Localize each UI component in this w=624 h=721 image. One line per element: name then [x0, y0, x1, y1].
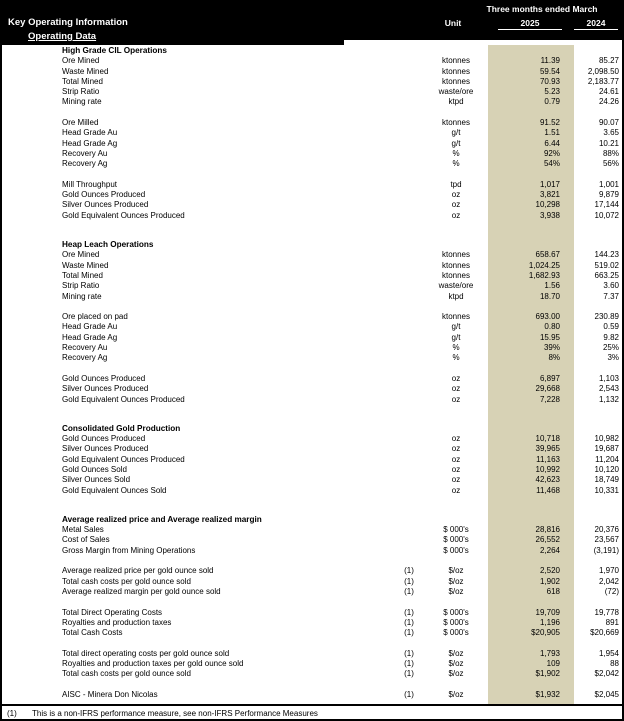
- table-row: [2, 669, 624, 679]
- table-row: [2, 97, 624, 107]
- row-unit: $ 000's: [443, 525, 469, 535]
- row-value-2024: 2,042: [598, 576, 619, 586]
- row-label: Ore Mined: [62, 56, 100, 66]
- row-value-2025: 59.54: [539, 66, 560, 76]
- row-label: Silver Ounces Produced: [62, 384, 149, 394]
- row-value-2024: 2,098.50: [587, 66, 619, 76]
- row-footnote-ref: (1): [404, 576, 414, 586]
- row-label: Metal Sales: [62, 525, 104, 535]
- row-label: Recovery Au: [62, 148, 108, 158]
- row-unit: $/oz: [448, 689, 464, 699]
- table-row: [2, 67, 624, 77]
- table-row: [2, 87, 624, 97]
- row-label: Ore Milled: [62, 118, 99, 128]
- row-value-2024: (72): [604, 586, 619, 596]
- row-unit: g/t: [451, 138, 461, 148]
- row-label: Silver Ounces Produced: [62, 444, 149, 454]
- table-row: [2, 444, 624, 454]
- row-value-2025: 19,709: [535, 607, 560, 617]
- row-unit: oz: [451, 475, 461, 485]
- row-value-2025: 693.00: [535, 312, 560, 322]
- row-footnote-ref: (1): [404, 586, 414, 596]
- row-value-2025: 8%: [548, 353, 560, 363]
- row-label: Total Cash Costs: [62, 628, 123, 638]
- row-label: Gold Equivalent Ounces Sold: [62, 485, 167, 495]
- table-row: [2, 618, 624, 628]
- table-row: [2, 384, 624, 394]
- table-row: [2, 271, 624, 281]
- row-label: Gold Equivalent Ounces Produced: [62, 210, 185, 220]
- row-unit: oz: [451, 454, 461, 464]
- section-2: [2, 424, 624, 496]
- row-unit: g/t: [451, 332, 461, 342]
- row-label: Ore placed on pad: [62, 312, 128, 322]
- row-value-2025: 6,897: [539, 373, 560, 383]
- row-value-2025: 26,552: [535, 535, 560, 545]
- row-value-2024: $2,042: [594, 669, 619, 679]
- row-label: Total Direct Operating Costs: [62, 607, 163, 617]
- row-label: Strip Ratio: [62, 281, 100, 291]
- row-value-2024: 11,204: [595, 454, 619, 464]
- row-unit: ktonnes: [441, 270, 471, 280]
- row-label: Gold Ounces Produced: [62, 190, 146, 200]
- section-0: [2, 46, 624, 221]
- row-unit: ktpd: [448, 291, 464, 301]
- row-label: Waste Mined: [62, 66, 109, 76]
- row-label: Waste Mined: [62, 260, 109, 270]
- row-value-2024: 23,567: [594, 535, 619, 545]
- row-value-2025: 11,468: [536, 485, 560, 495]
- row-value-2025: 1,682.93: [528, 270, 560, 280]
- page-title: Key Operating Information: [8, 17, 128, 28]
- row-value-2025: 3,938: [539, 210, 560, 220]
- table-row: [2, 434, 624, 444]
- row-label: Average realized margin per gold ounce sold: [62, 586, 221, 596]
- table-row: [2, 149, 624, 159]
- row-label: Royalties and production taxes per gold ounce sold: [62, 659, 244, 669]
- row-value-2025: $1,902: [535, 669, 560, 679]
- row-label: AISC - Minera Don Nicolas: [62, 689, 158, 699]
- row-unit: oz: [451, 394, 461, 404]
- unit-column-header: Unit: [444, 18, 462, 28]
- row-unit: ktonnes: [441, 66, 471, 76]
- row-unit: $ 000's: [443, 545, 469, 555]
- row-unit: ktpd: [448, 97, 464, 107]
- row-value-2025: 11,163: [536, 454, 560, 464]
- row-unit: $/oz: [448, 669, 464, 679]
- table-row: [2, 281, 624, 291]
- row-label: Gold Ounces Produced: [62, 434, 146, 444]
- row-label: Strip Ratio: [62, 87, 100, 97]
- row-label: Total Mined: [62, 270, 103, 280]
- row-unit: ktonnes: [441, 312, 471, 322]
- row-value-2024: 88: [610, 659, 619, 669]
- row-label: Recovery Ag: [62, 353, 108, 363]
- row-value-2024: $20,669: [590, 628, 619, 638]
- row-footnote-ref: (1): [404, 566, 414, 576]
- row-unit: oz: [451, 464, 461, 474]
- section-heading-row: [2, 46, 624, 56]
- table-row: [2, 395, 624, 405]
- table-row: [2, 56, 624, 66]
- row-value-2024: 891: [605, 617, 619, 627]
- section-heading-row: [2, 240, 624, 250]
- row-value-2024: 1,132: [598, 394, 619, 404]
- row-label: Cost of Sales: [62, 535, 110, 545]
- row-value-2025: 3,821: [539, 190, 560, 200]
- row-label: Gross Margin from Mining Operations: [62, 545, 196, 555]
- row-value-2025: 109: [546, 659, 560, 669]
- section-heading: High Grade CIL Operations: [62, 46, 167, 55]
- row-value-2024: 1,103: [598, 373, 619, 383]
- table-row: [2, 649, 624, 659]
- row-value-2025: 0.79: [544, 97, 560, 107]
- row-label: Gold Ounces Produced: [62, 373, 146, 383]
- row-value-2024: 144.23: [594, 250, 619, 260]
- row-value-2024: 10,072: [594, 210, 619, 220]
- table-row: [2, 322, 624, 332]
- row-unit: %: [452, 159, 460, 169]
- table-row: [2, 465, 624, 475]
- row-value-2024: 25%: [602, 343, 619, 353]
- table-row: [2, 312, 624, 322]
- row-value-2025: $20,905: [531, 628, 560, 638]
- table-row: [2, 159, 624, 169]
- row-value-2024: 88%: [602, 148, 619, 158]
- row-footnote-ref: (1): [404, 648, 414, 658]
- row-label: Mining rate: [62, 291, 102, 301]
- row-label: Gold Equivalent Ounces Produced: [62, 454, 185, 464]
- row-value-2024: 90.07: [598, 118, 619, 128]
- period-label: Three months ended March: [486, 4, 598, 14]
- row-value-2024: 17,144: [594, 200, 619, 210]
- spacer-row: [2, 556, 624, 566]
- row-value-2025: 1.51: [544, 128, 560, 138]
- row-label: Ore Mined: [62, 250, 100, 260]
- spacer-row: [2, 170, 624, 180]
- row-label: Mining rate: [62, 97, 102, 107]
- row-unit: ktonnes: [441, 56, 471, 66]
- row-value-2025: 10,298: [535, 200, 560, 210]
- row-value-2025: 7,228: [539, 394, 560, 404]
- row-label: Head Grade Ag: [62, 138, 118, 148]
- row-unit: $ 000's: [443, 607, 469, 617]
- row-value-2025: 29,668: [535, 384, 560, 394]
- row-label: Recovery Ag: [62, 159, 108, 169]
- table-row: [2, 343, 624, 353]
- row-value-2024: 9,879: [598, 190, 619, 200]
- table-row: [2, 118, 624, 128]
- table-row: [2, 250, 624, 260]
- spacer-row: [2, 680, 624, 690]
- row-unit: waste/ore: [438, 87, 474, 97]
- section-heading-row: [2, 424, 624, 434]
- table-row: [2, 261, 624, 271]
- row-value-2024: 1,001: [598, 179, 619, 189]
- row-unit: $/oz: [448, 586, 464, 596]
- table-row: [2, 190, 624, 200]
- row-label: Gold Ounces Sold: [62, 464, 127, 474]
- row-value-2025: 92%: [543, 148, 560, 158]
- row-unit: tpd: [450, 179, 462, 189]
- section-3: [2, 515, 624, 700]
- row-label: Recovery Au: [62, 343, 108, 353]
- row-value-2024: 10,120: [594, 464, 619, 474]
- row-value-2024: 24.61: [598, 87, 619, 97]
- row-value-2025: 1,902: [539, 576, 560, 586]
- row-unit: %: [452, 343, 460, 353]
- row-unit: ktonnes: [441, 118, 471, 128]
- row-label: Head Grade Au: [62, 322, 118, 332]
- year-2024-column-header: 2024: [574, 18, 618, 30]
- row-value-2024: 85.27: [598, 56, 619, 66]
- section-1: [2, 240, 624, 405]
- row-value-2024: 519.02: [594, 260, 619, 270]
- row-value-2024: 0.59: [603, 322, 619, 332]
- section-heading-row: [2, 515, 624, 525]
- row-unit: g/t: [451, 322, 461, 332]
- table-row: [2, 77, 624, 87]
- row-value-2025: $1,932: [535, 689, 560, 699]
- row-unit: oz: [451, 434, 461, 444]
- row-unit: $/oz: [448, 659, 464, 669]
- row-value-2025: 0.80: [544, 322, 560, 332]
- row-unit: $/oz: [448, 648, 464, 658]
- row-value-2024: 18,749: [594, 475, 619, 485]
- row-value-2025: 10,718: [535, 434, 560, 444]
- table-row: [2, 659, 624, 669]
- table-row: [2, 475, 624, 485]
- row-value-2025: 2,264: [539, 545, 560, 555]
- table-row: [2, 628, 624, 638]
- row-value-2025: 1,196: [539, 617, 560, 627]
- footnote-text: This is a non-IFRS performance measure, see non-IFRS Performance Measures: [32, 709, 318, 718]
- section-heading: Average realized price and Average realized margin: [62, 514, 262, 524]
- row-unit: ktonnes: [441, 250, 471, 260]
- row-value-2025: 39,965: [535, 444, 560, 454]
- header-banner: [2, 2, 622, 45]
- row-label: Head Grade Au: [62, 128, 118, 138]
- row-unit: %: [452, 353, 460, 363]
- row-footnote-ref: (1): [404, 689, 414, 699]
- row-value-2025: 15.95: [539, 332, 560, 342]
- table-row: [2, 525, 624, 535]
- row-value-2025: 39%: [543, 343, 560, 353]
- row-value-2024: 3.65: [603, 128, 619, 138]
- section-heading: Consolidated Gold Production: [62, 423, 181, 433]
- row-value-2024: 3.60: [603, 281, 619, 291]
- section-heading: Heap Leach Operations: [62, 240, 154, 250]
- row-value-2024: 7.37: [603, 291, 619, 301]
- row-label: Mill Throughput: [62, 179, 117, 189]
- row-unit: waste/ore: [438, 281, 474, 291]
- row-value-2024: 24.26: [598, 97, 619, 107]
- row-value-2024: 2,543: [598, 384, 619, 394]
- table-row: [2, 535, 624, 545]
- operating-data-subtitle: Operating Data: [28, 31, 97, 42]
- table-row: [2, 374, 624, 384]
- row-value-2025: 18.70: [539, 291, 560, 301]
- row-unit: oz: [451, 210, 461, 220]
- row-footnote-ref: (1): [404, 669, 414, 679]
- row-unit: oz: [451, 485, 461, 495]
- footnote-bar: [2, 704, 622, 721]
- row-unit: %: [452, 148, 460, 158]
- row-value-2025: 2,520: [539, 566, 560, 576]
- row-label: Royalties and production taxes: [62, 617, 172, 627]
- row-unit: $/oz: [448, 566, 464, 576]
- row-unit: oz: [451, 444, 461, 454]
- row-value-2025: 11.39: [540, 56, 560, 66]
- row-value-2025: 1,024.25: [528, 260, 560, 270]
- row-label: Gold Equivalent Ounces Produced: [62, 394, 185, 404]
- table-body: [2, 45, 624, 700]
- row-value-2024: 230.89: [594, 312, 619, 322]
- row-value-2024: 1,970: [598, 566, 619, 576]
- row-unit: oz: [451, 373, 461, 383]
- row-unit: $ 000's: [443, 628, 469, 638]
- row-value-2025: 70.93: [539, 76, 560, 86]
- row-value-2024: 19,778: [594, 607, 619, 617]
- row-footnote-ref: (1): [404, 617, 414, 627]
- table-row: [2, 139, 624, 149]
- row-value-2024: 10.21: [598, 138, 619, 148]
- row-unit: ktonnes: [441, 76, 471, 86]
- table-row: [2, 690, 624, 700]
- row-value-2025: 1,793: [539, 648, 560, 658]
- row-value-2025: 5.23: [544, 87, 560, 97]
- row-value-2025: 42,623: [535, 475, 560, 485]
- row-value-2025: 1,017: [539, 179, 560, 189]
- row-value-2024: (3,191): [593, 545, 619, 555]
- row-value-2024: 663.25: [594, 270, 619, 280]
- table-row: [2, 128, 624, 138]
- table-row: [2, 486, 624, 496]
- row-value-2024: 3%: [607, 353, 619, 363]
- row-value-2024: 9.82: [603, 332, 619, 342]
- row-value-2025: 54%: [543, 159, 560, 169]
- row-label: Silver Ounces Produced: [62, 200, 149, 210]
- year-2025-column-header: 2025: [498, 18, 562, 30]
- table-row: [2, 577, 624, 587]
- footnote-marker: (1): [7, 709, 17, 718]
- table-row: [2, 292, 624, 302]
- row-label: Total cash costs per gold ounce sold: [62, 576, 191, 586]
- row-value-2024: 56%: [602, 159, 619, 169]
- spacer-row: [2, 638, 624, 648]
- spacer-row: [2, 364, 624, 374]
- row-label: Silver Ounces Sold: [62, 475, 131, 485]
- row-unit: $/oz: [448, 576, 464, 586]
- row-unit: g/t: [451, 128, 461, 138]
- row-value-2025: 10,992: [535, 464, 560, 474]
- table-row: [2, 211, 624, 221]
- table-row: [2, 608, 624, 618]
- row-unit: oz: [451, 200, 461, 210]
- row-value-2025: 618: [546, 586, 560, 596]
- row-value-2025: 658.67: [535, 250, 560, 260]
- row-value-2025: 28,816: [535, 525, 560, 535]
- row-value-2024: 20,376: [594, 525, 619, 535]
- table-row: [2, 333, 624, 343]
- row-label: Head Grade Ag: [62, 332, 118, 342]
- spacer-row: [2, 108, 624, 118]
- row-unit: oz: [451, 384, 461, 394]
- row-value-2024: 1,954: [598, 648, 619, 658]
- row-value-2024: $2,045: [594, 689, 619, 699]
- row-footnote-ref: (1): [404, 607, 414, 617]
- table-row: [2, 587, 624, 597]
- spacer-row: [2, 302, 624, 312]
- row-label: Average realized price per gold ounce sold: [62, 566, 214, 576]
- row-label: Total direct operating costs per gold ounce sold: [62, 648, 230, 658]
- row-label: Total cash costs per gold ounce sold: [62, 669, 191, 679]
- row-value-2024: 2,183.77: [587, 76, 619, 86]
- spacer-row: [2, 597, 624, 607]
- row-unit: $ 000's: [443, 617, 469, 627]
- table-row: [2, 455, 624, 465]
- row-unit: ktonnes: [441, 260, 471, 270]
- row-unit: oz: [451, 190, 461, 200]
- table-row: [2, 566, 624, 576]
- row-value-2025: 1.56: [544, 281, 560, 291]
- row-value-2024: 10,982: [594, 434, 619, 444]
- row-footnote-ref: (1): [404, 659, 414, 669]
- row-unit: $ 000's: [443, 535, 469, 545]
- row-label: Total Mined: [62, 76, 103, 86]
- row-footnote-ref: (1): [404, 628, 414, 638]
- row-value-2025: 6.44: [544, 138, 560, 148]
- row-value-2024: 10,331: [594, 485, 619, 495]
- row-value-2024: 19,687: [594, 444, 619, 454]
- row-value-2025: 91.52: [539, 118, 560, 128]
- table-row: [2, 200, 624, 210]
- table-row: [2, 353, 624, 363]
- table-row: [2, 180, 624, 190]
- table-row: [2, 546, 624, 556]
